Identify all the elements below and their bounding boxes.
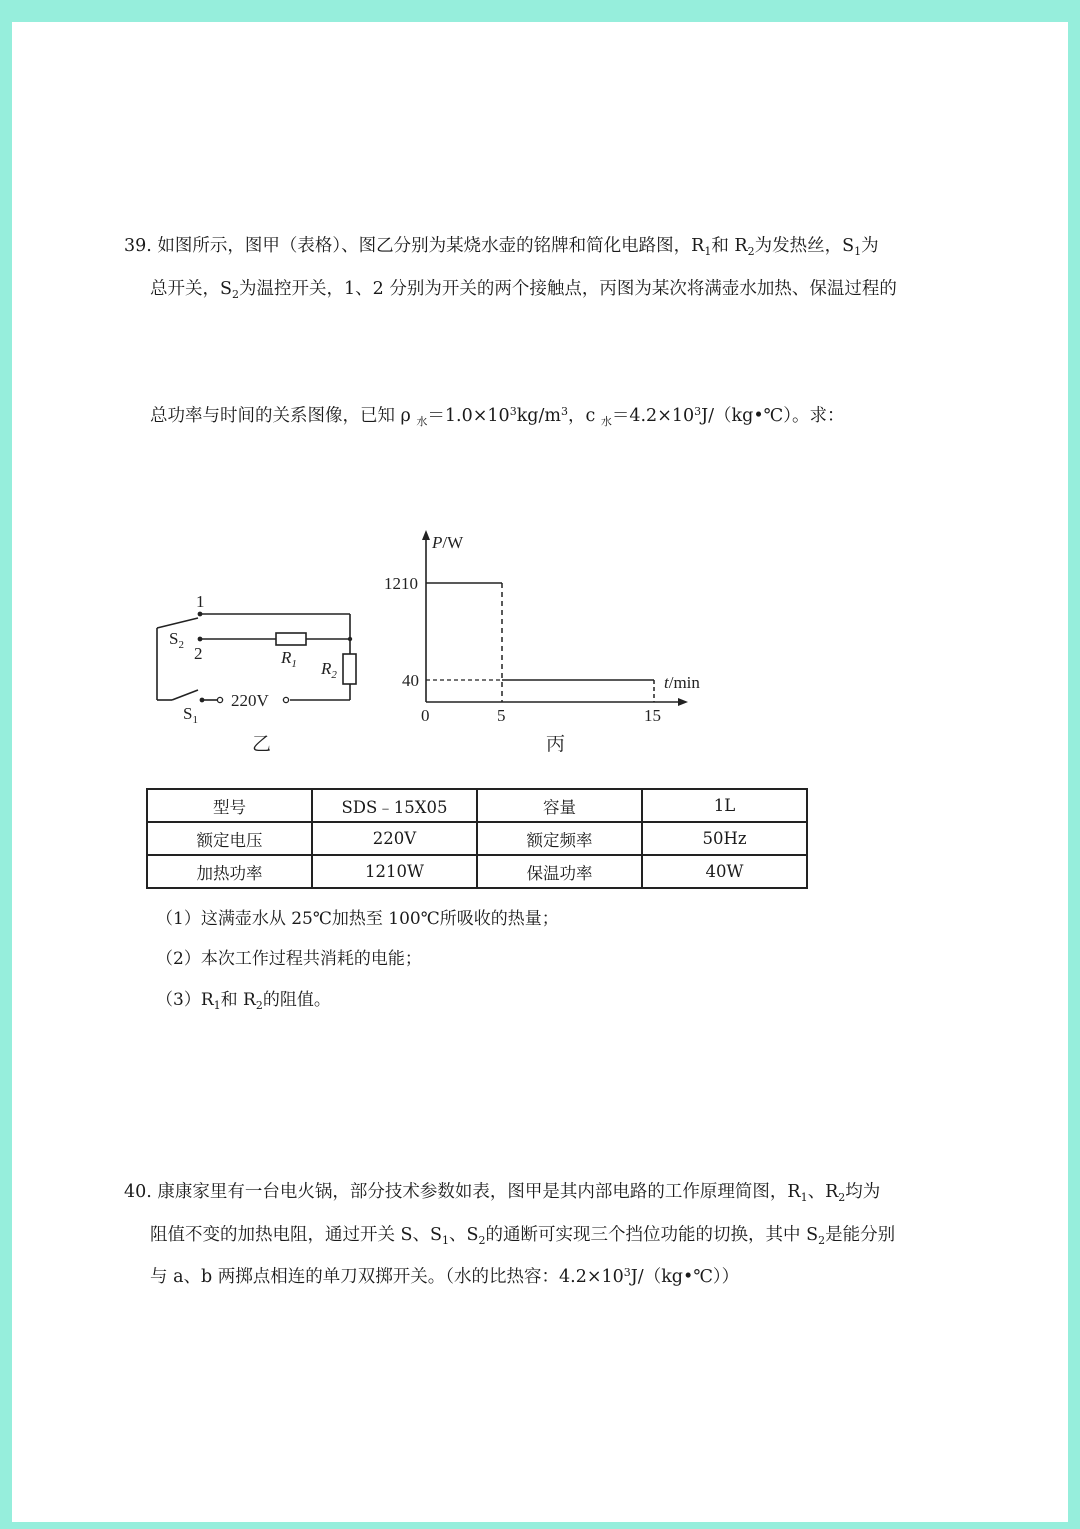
table-cell: 额定频率 [477, 822, 642, 855]
q40-line1: 40. 康康家里有一台电火锅，部分技术参数如表，图甲是其内部电路的工作原理简图，$R_1$、$R_2$均为 [124, 1182, 881, 1204]
x-tick-label: 5 [497, 706, 506, 725]
table-cell: 1210W [312, 855, 477, 888]
contact2-dot [198, 637, 203, 642]
label-contact1: 1 [196, 592, 205, 611]
table-cell: 50Hz [642, 822, 807, 855]
y-axis-arrow [422, 530, 430, 540]
table-cell: 额定电压 [147, 822, 312, 855]
y-tick-label: 40 [402, 671, 419, 690]
table-cell: 容量 [477, 789, 642, 822]
q40-line3: 与 a、b 两掷点相连的单刀双掷开关。（水的比热容：$4.2\times 10^3J/(kg•℃)$） [150, 1266, 740, 1287]
table-cell: SDS﹣15X05 [312, 789, 477, 822]
sub-question-3: $(3)R_1$和 $R_2$的阻值。 [156, 990, 331, 1012]
table-row [147, 855, 807, 888]
circuit-diagram [12, 22, 1068, 782]
x-tick-label: 0 [421, 706, 430, 725]
sub-question-1: （1）这满壶水从 25℃加热至 100℃所吸收的热量； [156, 909, 559, 929]
q39-line3: 总功率与时间的关系图像，已知 ρ $_水=1.0\times 10^3kg/m^3$，c $_水=4.2\times 10^3J/(kg•℃)$。求： [150, 405, 845, 428]
q39-line1: 39. 如图所示，图甲（表格）、图乙分别为某烧水壶的铭牌和简化电路图，$R_1$和 $R_2$为发热丝，$S_1$为 [124, 236, 879, 258]
y-tick-label: 1210 [384, 574, 418, 593]
switch-s1-blade [172, 690, 198, 700]
caption-bing: 丙 [546, 734, 566, 755]
x-tick-label: 15 [644, 706, 661, 725]
terminal-left [217, 697, 222, 702]
label-r1: $R_1$ [281, 648, 297, 670]
junction-dot [348, 637, 352, 641]
exam-page [12, 22, 1068, 1522]
sub-question-2: （2）本次工作过程共消耗的电能； [156, 949, 422, 969]
resistor-r2 [343, 654, 356, 684]
resistor-r1 [276, 633, 306, 645]
q40-number: 40. [124, 1182, 152, 1202]
table-row [147, 789, 807, 822]
q40-line2: 阻值不变的加热电阻，通过开关 S、$S_1$、$S_2$的通断可实现三个挡位功能的切换，其中 $S_2$是能分别 [150, 1225, 896, 1247]
label-contact2: 2 [194, 644, 203, 663]
x-axis-arrow [678, 698, 688, 706]
power-time-chart [384, 530, 700, 755]
table-cell: 40W [642, 855, 807, 888]
q39-line2: 总开关，$S_2$为温控开关，1、2 分别为开关的两个接触点，丙图为某次将满壶水加热、保温过程的 [150, 279, 897, 301]
switch-s2-blade [157, 618, 198, 628]
table-cell: 型号 [147, 789, 312, 822]
table-cell: 1L [642, 789, 807, 822]
label-r2: $R_2$ [321, 659, 337, 681]
table-cell: 220V [312, 822, 477, 855]
s1-contact-dot [200, 698, 205, 703]
spec-table [146, 788, 808, 889]
terminal-right [283, 697, 288, 702]
caption-yi: 乙 [252, 734, 272, 755]
contact1-dot [198, 612, 203, 617]
y-axis-label: P/W [432, 533, 464, 552]
label-voltage: 220V [231, 691, 269, 710]
q39-number: 39. [124, 236, 152, 256]
table-cell: 保温功率 [477, 855, 642, 888]
label-s2: $S_2$ [169, 629, 184, 651]
table-cell: 加热功率 [147, 855, 312, 888]
x-axis-label: t/min [664, 673, 700, 692]
label-s1: $S_1$ [183, 704, 198, 726]
table-row [147, 822, 807, 855]
